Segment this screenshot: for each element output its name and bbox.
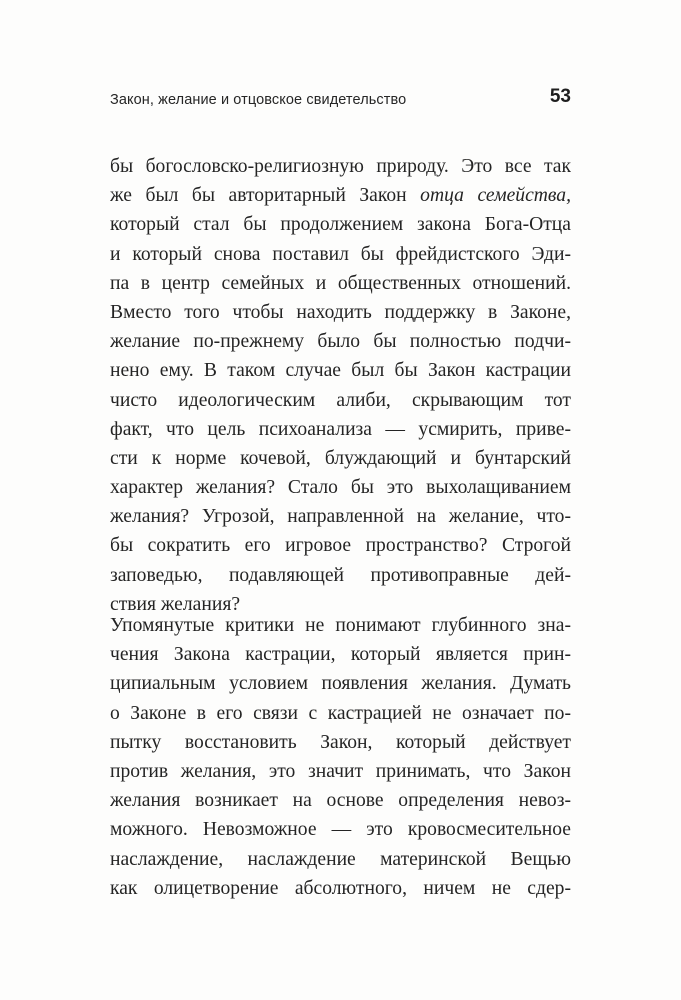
text-run: Вместо того чтобы находить поддержку в Законе, [110,301,571,323]
text-run: характер желания? Стало бы это выхолащиванием [110,477,571,499]
text-run: заповедью, подавляющей противоправные дей- [110,564,571,586]
text-line [110,874,571,903]
text-run: против желания, это значит принимать, что Закон [110,760,571,782]
text-line [110,327,571,356]
text-run: можного. Невозможное — это кровосмесительное [110,819,571,841]
text-run: о Законе в его связи с кастрацией не означает по- [110,702,571,724]
text-line [110,298,571,327]
paragraph-1 [110,152,571,619]
text-run: чения Закона кастрации, который является прин- [110,644,571,666]
text-line [110,415,571,444]
text-line [110,531,571,560]
text-line [110,444,571,473]
text-line [110,473,571,502]
text-run: Упомянутые критики не понимают глубинного зна- [110,615,571,636]
text-line [110,386,571,415]
text-line [110,815,571,844]
text-line [110,356,571,385]
text-line [110,561,571,590]
text-run: ствия желания? [110,593,241,615]
italic-phrase: отца семейства, [420,185,571,207]
text-run: сти к норме кочевой, блуждающий и бунтарский [110,447,571,469]
text-line [110,210,571,239]
text-line [110,845,571,874]
text-run: па в центр семейных и общественных отношений. [110,272,571,294]
text-run: желание по-прежнему было бы полностью подчи- [110,331,571,353]
text-line [110,502,571,531]
text-run: бы сократить его игровое пространство? Строгой [110,535,571,557]
text-run: чисто идеологическим алиби, скрывающим тот [110,389,571,411]
text-line [110,640,571,669]
text-run: бы богословско-религиозную природу. Это все так [110,156,571,177]
text-line [110,269,571,298]
running-title: Закон, желание и отцовское свидетельство [110,92,407,108]
text-line [110,181,571,210]
text-line [110,728,571,757]
paragraph-2 [110,611,571,903]
text-run: желания? Угрозой, направленной на желание, что- [110,506,571,528]
page-number: 53 [549,86,571,107]
text-run: факт, что цель психоанализа — усмирить, приве- [110,418,571,440]
text-run: пытку восстановить Закон, который действует [110,731,571,753]
text-line [110,611,571,640]
text-line [110,699,571,728]
text-line [110,786,571,815]
running-head [110,86,571,114]
text-run: же был бы авторитарный Закон [110,185,421,207]
text-run: нено ему. В таком случае был бы Закон кастрации [110,360,571,382]
text-line [110,240,571,269]
text-run: желания возникает на основе определения невоз- [110,790,571,812]
text-line [110,757,571,786]
text-run: который стал бы продолжением закона Бога-Отца [110,214,571,236]
text-line [110,669,571,698]
text-run: ципиальным условием появления желания. Думать [110,673,571,695]
text-run: наслаждение, наслаждение материнской Вещью [110,848,571,870]
text-run: как олицетворение абсолютного, ничем не сдер- [110,877,571,899]
text-run: и который снова поставил бы фрейдистского Эди- [110,243,571,265]
text-line [110,152,571,181]
